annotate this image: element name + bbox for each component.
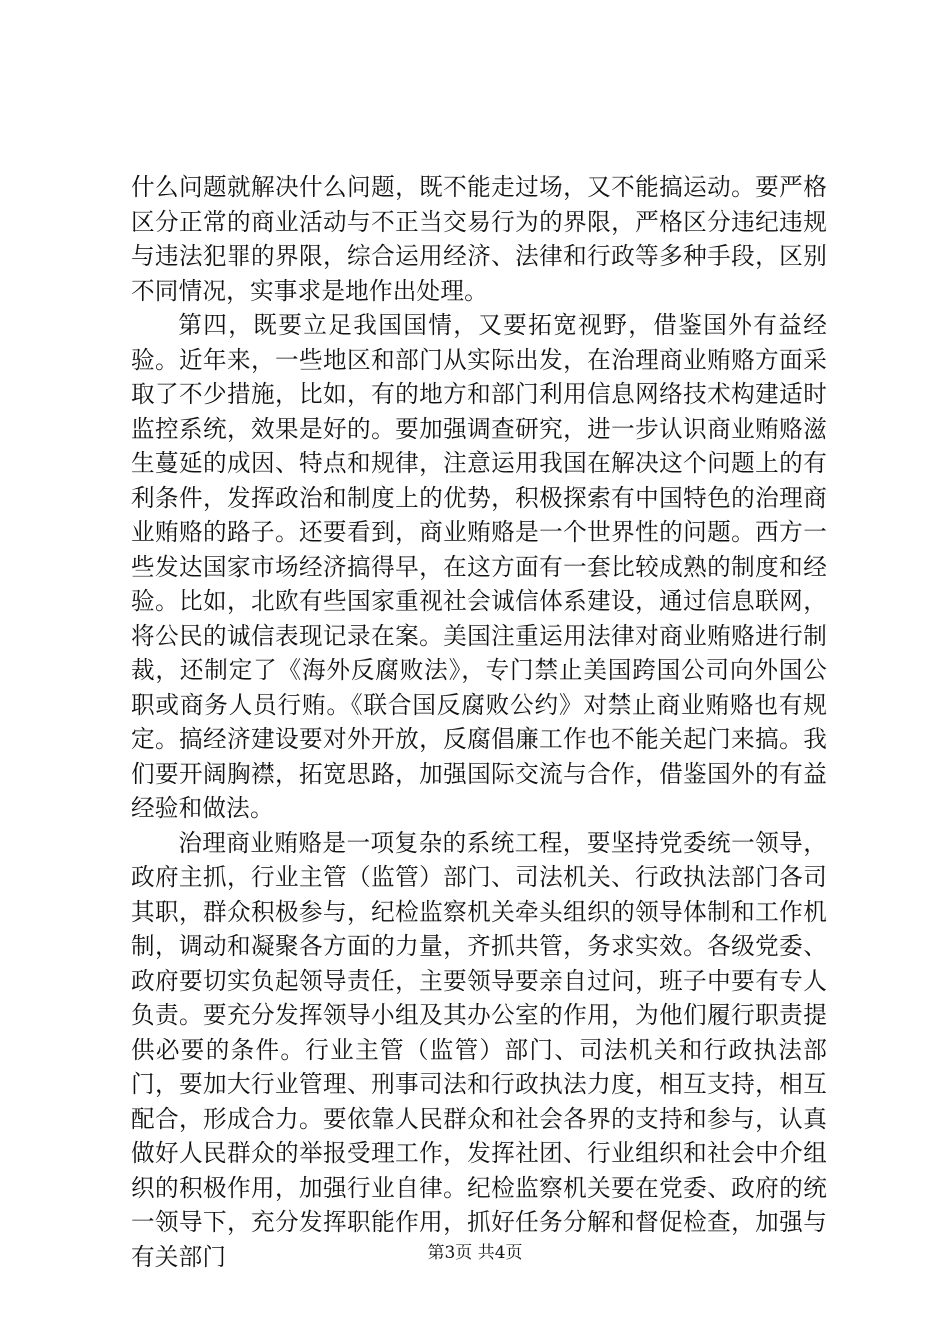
document-page: [131, 170, 827, 1274]
paragraph-governance: 治理商业贿赂是一项复杂的系统工程，要坚持党委统一领导，政府主抓，行业主管（监管）部门、司法机关、行政执法部门各司其职，群众积极参与，纪检监察机关牵头组织的领导体制和工作机制，调动和凝聚各方面的力量，齐抓共管，务求实效。各级党委、政府要切实负起领导责任，主要领导要亲自过问，班子中要有专人负责。要充分发挥领导小组及其办公室的作用，为他们履行职责提供必要的条件。行业主管（监管）部门、司法机关和行政执法部门，要加大行业管理、刑事司法和行政执法力度，相互支持，相互配合，形成合力。要依靠人民群众和社会各界的支持和参与，认真做好人民群众的举报受理工作，发挥社团、行业组织和社会中介组织的积极作用，加强行业自律。纪检监察机关要在党委、政府的统一领导下，充分发挥职能作用，抓好任务分解和督促检查，加强与有关部门: [131, 828, 827, 1271]
page-footer: 第3页 共4页: [427, 1243, 523, 1263]
paragraph-continuation: 什么问题就解决什么问题，既不能走过场，又不能搞运动。要严格区分正常的商业活动与不正当交易行为的界限，严格区分违纪违规与违法犯罪的界限，综合运用经济、法律和行政等多种手段，区别不同情况，实事求是地作出处理。: [131, 173, 827, 305]
paragraph-fourth-point: 第四，既要立足我国国情，又要拓宽视野，借鉴国外有益经验。近年来，一些地区和部门从实际出发，在治理商业贿赂方面采取了不少措施，比如，有的地方和部门利用信息网络技术构建适时监控系统，效果是好的。要加强调查研究，进一步认识商业贿赂滋生蔓延的成因、特点和规律，注意运用我国在解决这个问题上的有利条件，发挥政治和制度上的优势，积极探索有中国特色的治理商业贿赂的路子。还要看到，商业贿赂是一个世界性的问题。西方一些发达国家市场经济搞得早，在这方面有一套比较成熟的制度和经验。比如，北欧有些国家重视社会诚信体系建设，通过信息联网，将公民的诚信表现记录在案。美国注重运用法律对商业贿赂进行制裁，还制定了《海外反腐败法》，专门禁止美国跨国公司向外国公职或商务人员行贿。《联合国反腐败公约》对禁止商业贿赂也有规定。搞经济建设要对外开放，反腐倡廉工作也不能关起门来搞。我们要开阔胸襟，拓宽思路，加强国际交流与合作，借鉴国外的有益经验和做法。: [131, 311, 827, 822]
